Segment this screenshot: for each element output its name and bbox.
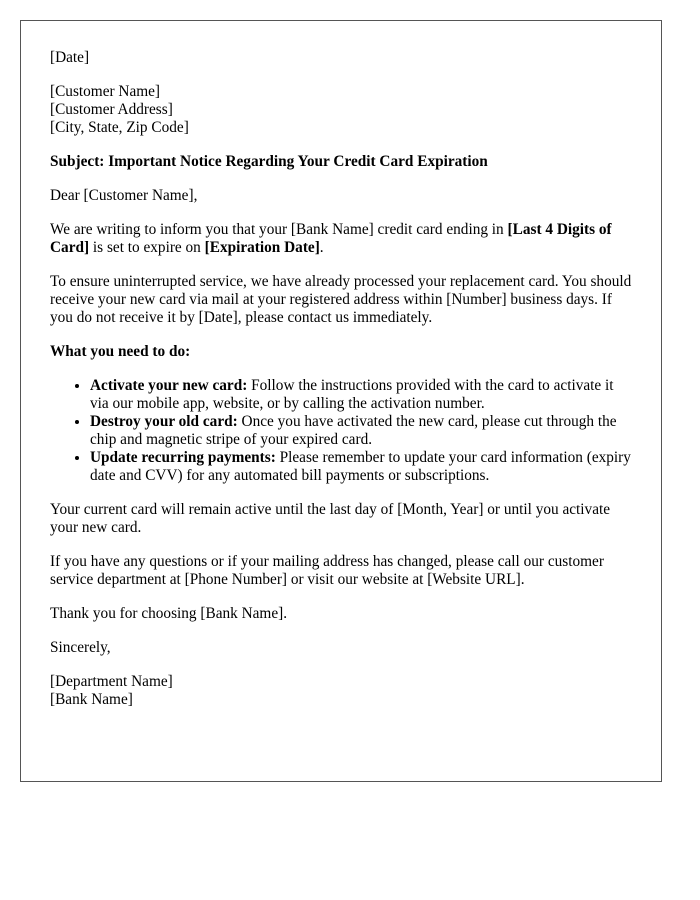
- signature-bank: [Bank Name]: [50, 691, 133, 708]
- active-paragraph: Your current card will remain active until the last day of [Month, Year] or until you activate your new card.: [50, 501, 611, 536]
- replacement-paragraph: To ensure uninterrupted service, we have already processed your replacement card. You should receive your new card via mail at your registered address within [Number] business days. If you do not receive it by [Date], please contact us immediately.: [50, 273, 632, 326]
- todo-item-text: Please remember to update your card information (expiry date and CVV) for any automated bill payments or subscriptions.: [90, 449, 631, 484]
- letter-page: [20, 20, 662, 782]
- expiration-date: [Expiration Date]: [204, 239, 320, 256]
- todo-item-update-payments: [90, 449, 633, 485]
- thanks-line: Thank you for choosing [Bank Name].: [50, 605, 288, 622]
- intro-text-1: We are writing to inform you that your [Bank Name] credit card ending in: [50, 221, 508, 238]
- todo-item-title: Activate your new card:: [90, 377, 248, 394]
- recipient-city-state-zip: [City, State, Zip Code]: [50, 119, 189, 136]
- card-last-digits: [Last 4 Digits of Card]: [50, 221, 612, 256]
- salutation: Dear [Customer Name],: [50, 187, 198, 204]
- todo-item-title: Destroy your old card:: [90, 413, 238, 430]
- recipient-name: [Customer Name]: [50, 83, 161, 100]
- questions-paragraph: If you have any questions or if your mailing address has changed, please call our customer service department at [Phone Number] or visit our website at [Website URL].: [50, 553, 604, 588]
- todo-list: [50, 377, 633, 485]
- recipient-address-block: [50, 83, 633, 137]
- recipient-address: [Customer Address]: [50, 101, 173, 118]
- signature-department: [Department Name]: [50, 673, 173, 690]
- letter-date: [Date]: [50, 49, 90, 66]
- intro-text-3: .: [319, 239, 324, 256]
- todo-item-activate: [90, 377, 633, 413]
- todo-item-title: Update recurring payments:: [90, 449, 276, 466]
- todo-item-destroy: [90, 413, 633, 449]
- todo-heading: What you need to do:: [50, 343, 191, 360]
- todo-item-text: Follow the instructions provided with the card to activate it via our mobile app, website, or by calling the activation number.: [90, 377, 614, 412]
- signature-block: [50, 673, 633, 709]
- todo-item-text: Once you have activated the new card, please cut through the chip and magnetic stripe of your expired card.: [90, 413, 617, 448]
- intro-paragraph: [50, 221, 633, 257]
- letter-subject: Subject: Important Notice Regarding Your Credit Card Expiration: [50, 153, 488, 170]
- intro-text-2: is set to expire on: [89, 239, 205, 256]
- closing-line: Sincerely,: [50, 639, 111, 656]
